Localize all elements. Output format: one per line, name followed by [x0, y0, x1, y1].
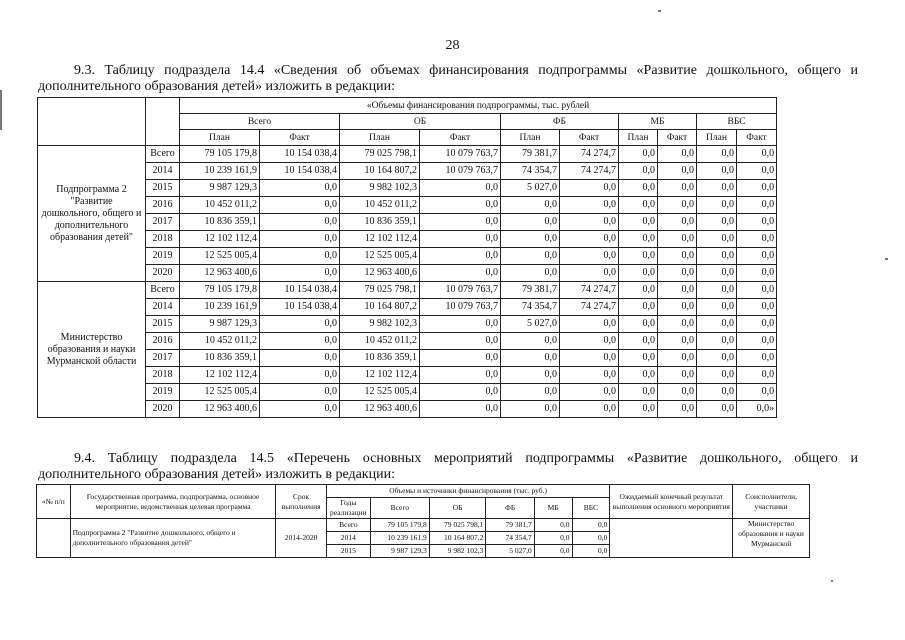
table1-value-cell: 10 836 359,1 [180, 350, 260, 367]
table1-value-cell: 0,0 [420, 384, 501, 401]
table1-subheader: Факт [420, 130, 501, 146]
total-cell: 9 987 129,3 [370, 545, 429, 558]
col-mb-header: МБ [534, 498, 572, 519]
table1-value-cell: 0,0 [697, 299, 737, 316]
table1-value-cell: 0,0 [737, 163, 777, 180]
table1-value-cell: 10 164 807,2 [340, 163, 420, 180]
table1-value-cell: 0,0 [619, 197, 658, 214]
table1-value-cell: 0,0 [658, 163, 697, 180]
ob-cell: 79 025 798,1 [429, 519, 486, 532]
table1-year-cell: 2016 [146, 333, 180, 350]
table1-subheader: Факт [260, 130, 340, 146]
table1-value-cell: 10 239 161,9 [180, 163, 260, 180]
table1-subheader: Факт [737, 130, 777, 146]
table1-value-cell: 79 381,7 [501, 282, 560, 299]
ob-cell: 10 164 807,2 [429, 532, 486, 545]
table1-value-cell: 10 164 807,2 [340, 299, 420, 316]
year-cell: 2014 [326, 532, 370, 545]
section-9-3-text: 9.3. Таблицу подраздела 14.4 «Сведения об объемах финансирования подпрограммы «Развитие дошкольного, общего и дополнительного образования детей» изложить в редакции: [38, 63, 858, 94]
table1-value-cell: 0,0 [619, 146, 658, 163]
table1-subheader: План [501, 130, 560, 146]
table1-value-cell: 0,0 [737, 180, 777, 197]
table1-row [38, 333, 777, 350]
table1-value-cell: 10 836 359,1 [340, 214, 420, 231]
table1-value-cell: 0,0 [420, 316, 501, 333]
table1-value-cell: 0,0 [260, 197, 340, 214]
table1-value-cell: 0,0 [560, 316, 619, 333]
financing-table [37, 97, 777, 418]
table1-value-cell: 0,0 [737, 350, 777, 367]
scan-speck [885, 258, 888, 260]
table1-group-header: ФБ [501, 114, 619, 130]
table1-value-cell: 0,0 [697, 282, 737, 299]
table1-title: «Объемы финансирования подпрограммы, тыс. рублей [180, 98, 777, 114]
table1-value-cell: 0,0 [697, 180, 737, 197]
scan-edge-mark [0, 90, 2, 130]
table1-value-cell: 0,0 [737, 248, 777, 265]
table1-value-cell: 0,0 [737, 197, 777, 214]
table1-value-cell: 0,0 [619, 350, 658, 367]
table1-value-cell: 0,0 [501, 248, 560, 265]
term-value: 2014-2020 [276, 519, 326, 558]
table1-value-cell: 0,0 [420, 333, 501, 350]
table1-value-cell: 0,0 [737, 333, 777, 350]
table1-value-cell: 0,0 [658, 231, 697, 248]
table1-value-cell: 0,0 [420, 248, 501, 265]
table1-value-cell: 0,0 [658, 265, 697, 282]
table1-value-cell: 0,0 [420, 214, 501, 231]
table1-value-cell: 0,0 [560, 197, 619, 214]
table1-year-cell: 2020 [146, 401, 180, 418]
total-cell: 10 239 161,9 [370, 532, 429, 545]
section-9-4-text: 9.4. Таблицу подраздела 14.5 «Перечень основных мероприятий подпрограммы «Развитие дошкольного, общего и дополнительного образования детей» изложить в редакции: [38, 451, 858, 482]
table1-value-cell: 0,0 [658, 146, 697, 163]
table1-value-cell: 0,0 [737, 367, 777, 384]
table1-group-header: ВБС [697, 114, 777, 130]
table1-value-cell: 0,0 [501, 384, 560, 401]
fb-cell: 74 354,7 [486, 532, 534, 545]
program-label: Подпрограмма 2 "Развитие дошкольного, общего и дополнительного образования детей" [70, 519, 276, 558]
table1-row [38, 350, 777, 367]
table1-value-cell: 12 102 112,4 [340, 367, 420, 384]
table1-year-cell: 2014 [146, 299, 180, 316]
table1-value-cell: 0,0 [560, 350, 619, 367]
table1-value-cell: 74 274,7 [560, 146, 619, 163]
table1-value-cell: 0,0 [420, 197, 501, 214]
table1-subheader: Факт [658, 130, 697, 146]
table1-value-cell: 10 836 359,1 [340, 350, 420, 367]
table1-value-cell: 0,0 [560, 180, 619, 197]
table1-value-cell: 9 987 129,3 [180, 316, 260, 333]
table1-value-cell: 9 982 102,3 [340, 316, 420, 333]
table1-row [38, 163, 777, 180]
table1-year-cell: 2017 [146, 350, 180, 367]
table1-value-cell: 0,0 [619, 214, 658, 231]
table1-value-cell: 0,0 [737, 384, 777, 401]
table1-value-cell: 0,0 [697, 333, 737, 350]
table1-value-cell: 0,0 [658, 333, 697, 350]
col-result-header: Ожидаемый конечный результат выполнения основного мероприятия [610, 485, 733, 519]
table1-value-cell: 12 963 400,6 [340, 401, 420, 418]
table1-year-cell: 2014 [146, 163, 180, 180]
activities-table [36, 484, 810, 558]
table1-value-cell: 12 102 112,4 [340, 231, 420, 248]
table1-value-cell: 0,0 [560, 231, 619, 248]
table1-value-cell: 0,0 [658, 401, 697, 418]
table1-value-cell: 0,0 [420, 265, 501, 282]
table1-value-cell: 0,0 [697, 367, 737, 384]
table1-value-cell: 0,0 [260, 180, 340, 197]
table1-value-cell: 0,0 [420, 231, 501, 248]
table1-value-cell: 12 102 112,4 [180, 231, 260, 248]
table1-value-cell: 0,0 [560, 333, 619, 350]
col-program-header: Государственная программа, подпрограмма, основное мероприятие, ведомственная целевая программа [70, 485, 276, 519]
table1-row [38, 214, 777, 231]
table1-year-cell: 2018 [146, 367, 180, 384]
table1-value-cell: 0,0 [658, 180, 697, 197]
table1-value-cell: 12 525 005,4 [340, 248, 420, 265]
table1-value-cell: 79 105 179,8 [180, 282, 260, 299]
table1-value-cell: 12 525 005,4 [340, 384, 420, 401]
table1-row [38, 384, 777, 401]
col-ob-header: ОБ [429, 498, 486, 519]
table1-year-cell: 2015 [146, 316, 180, 333]
table1-year-cell: 2020 [146, 265, 180, 282]
table1-value-cell: 0,0 [737, 231, 777, 248]
mb-cell: 0,0 [534, 545, 572, 558]
table1-year-cell: 2019 [146, 248, 180, 265]
scan-speck [831, 580, 833, 582]
table1-value-cell: 0,0 [260, 350, 340, 367]
table1-year-cell: Всего [146, 282, 180, 299]
table1-value-cell: 0,0 [560, 367, 619, 384]
table1-year-cell: Всего [146, 146, 180, 163]
table1-value-cell: 0,0 [619, 316, 658, 333]
table1-value-cell: 0,0 [658, 350, 697, 367]
table1-value-cell: 0,0 [260, 367, 340, 384]
col-num-header: «№ п/п [37, 485, 71, 519]
table1-value-cell: 0,0 [697, 163, 737, 180]
table1-value-cell: 0,0 [697, 146, 737, 163]
table1-value-cell: 0,0 [658, 282, 697, 299]
table1-row [38, 231, 777, 248]
table1-row-group-label: Подпрограмма 2 "Развитие дошкольного, общего и дополнительного образования детей" [38, 146, 146, 282]
table1-value-cell: 0,0 [737, 282, 777, 299]
table1-value-cell: 12 525 005,4 [180, 384, 260, 401]
table1-value-cell: 0,0 [619, 265, 658, 282]
table1-value-cell: 0,0 [260, 248, 340, 265]
table1-value-cell: 0,0 [619, 231, 658, 248]
col-vbs-header: ВБС [572, 498, 610, 519]
table1-value-cell: 0,0 [420, 401, 501, 418]
table1-value-cell: 0,0 [658, 384, 697, 401]
table1-value-cell: 0,0 [260, 333, 340, 350]
vbs-cell: 0,0 [572, 532, 610, 545]
table1-value-cell: 0,0 [658, 367, 697, 384]
table1-value-cell: 0,0 [619, 367, 658, 384]
table1-subheader: План [697, 130, 737, 146]
table1-value-cell: 10 154 038,4 [260, 146, 340, 163]
table1-value-cell: 5 027,0 [501, 316, 560, 333]
table1-value-cell: 0,0 [658, 248, 697, 265]
col-funding-header: Объемы и источники финансирования (тыс. руб.) [326, 485, 610, 498]
table1-value-cell: 10 079 763,7 [420, 163, 501, 180]
table1-subheader: План [180, 130, 260, 146]
table1-value-cell: 79 025 798,1 [340, 146, 420, 163]
table1-value-cell: 10 452 011,2 [340, 197, 420, 214]
ob-cell: 9 982 102,3 [429, 545, 486, 558]
table1-value-cell: 0,0 [560, 214, 619, 231]
table1-value-cell: 0,0 [501, 265, 560, 282]
table1-value-cell: 5 027,0 [501, 180, 560, 197]
vbs-cell: 0,0 [572, 519, 610, 532]
table1-value-cell: 9 982 102,3 [340, 180, 420, 197]
executor-cell: Министерство образования и науки Мурманской [733, 519, 810, 558]
table1-value-cell: 0,0 [697, 214, 737, 231]
table1-row [38, 367, 777, 384]
table1-subheader: План [619, 130, 658, 146]
total-cell: 79 105 179,8 [370, 519, 429, 532]
table1-subheader: Факт [560, 130, 619, 146]
table1-row [38, 197, 777, 214]
table1-row [38, 316, 777, 333]
table1-year-cell: 2016 [146, 197, 180, 214]
col-years-header: Годы реализации [326, 498, 370, 519]
table1-row [38, 299, 777, 316]
table1-row-group-label: Министерство образования и науки Мурманской области [38, 282, 146, 418]
table1-value-cell: 0,0 [737, 265, 777, 282]
table1-value-cell: 10 079 763,7 [420, 299, 501, 316]
col-exec-header: Соисполнители, участники [733, 485, 810, 519]
table1-value-cell: 0,0 [619, 163, 658, 180]
table1-value-cell: 0,0 [658, 214, 697, 231]
vbs-cell: 0,0 [572, 545, 610, 558]
mb-cell: 0,0 [534, 519, 572, 532]
table1-group-header: МБ [619, 114, 697, 130]
table1-value-cell: 0,0 [420, 180, 501, 197]
table1-value-cell: 0,0 [560, 401, 619, 418]
table1-value-cell: 0,0 [697, 265, 737, 282]
table1-value-cell: 0,0 [697, 350, 737, 367]
col-term-header: Срок выполнения [276, 485, 326, 519]
table1-row [38, 180, 777, 197]
table1-value-cell: 74 274,7 [560, 299, 619, 316]
table1-value-cell: 0,0 [737, 316, 777, 333]
table1-group-header: Всего [180, 114, 340, 130]
table1-value-cell: 0,0 [260, 214, 340, 231]
table1-value-cell: 0,0 [260, 231, 340, 248]
table1-value-cell: 0,0 [260, 265, 340, 282]
table1-value-cell: 0,0 [697, 316, 737, 333]
table1-row [38, 401, 777, 418]
table1-value-cell: 12 963 400,6 [180, 401, 260, 418]
table1-value-cell: 10 079 763,7 [420, 146, 501, 163]
table1-value-cell: 9 987 129,3 [180, 180, 260, 197]
table1-value-cell: 0,0 [619, 384, 658, 401]
table1-value-cell: 0,0 [697, 231, 737, 248]
table1-value-cell: 0,0 [420, 367, 501, 384]
table1-group-header: ОБ [340, 114, 501, 130]
scan-speck [658, 10, 661, 12]
table1-value-cell: 0,0 [697, 384, 737, 401]
table1-value-cell: 0,0 [737, 214, 777, 231]
table1-value-cell: 0,0 [260, 384, 340, 401]
table1-year-cell: 2017 [146, 214, 180, 231]
table1-value-cell: 12 102 112,4 [180, 367, 260, 384]
table1-value-cell: 0,0 [658, 299, 697, 316]
table1-value-cell: 0,0 [658, 316, 697, 333]
table1-value-cell: 0,0 [619, 401, 658, 418]
table1-value-cell: 0,0 [501, 367, 560, 384]
table1-row [38, 146, 777, 163]
table1-value-cell: 0,0 [619, 248, 658, 265]
table1-value-cell: 12 963 400,6 [180, 265, 260, 282]
page-number: 28 [445, 38, 460, 53]
table1-value-cell: 10 154 038,4 [260, 163, 340, 180]
table1-value-cell: 0,0 [501, 214, 560, 231]
table1-value-cell: 0,0 [501, 231, 560, 248]
table1-row [38, 265, 777, 282]
table1-value-cell: 0,0 [619, 180, 658, 197]
table1-value-cell: 0,0 [260, 316, 340, 333]
table1-value-cell: 74 354,7 [501, 299, 560, 316]
row-number-cell [37, 519, 71, 558]
table1-value-cell: 0,0 [697, 248, 737, 265]
mb-cell: 0,0 [534, 532, 572, 545]
table1-value-cell: 0,0 [420, 350, 501, 367]
table1-value-cell: 0,0 [658, 197, 697, 214]
table1-value-cell: 0,0 [619, 333, 658, 350]
table1-value-cell: 10 239 161,9 [180, 299, 260, 316]
table1-value-cell: 79 105 179,8 [180, 146, 260, 163]
table1-year-cell: 2015 [146, 180, 180, 197]
result-cell [610, 519, 733, 558]
table1-value-cell: 0,0» [737, 401, 777, 418]
fb-cell: 5 027,0 [486, 545, 534, 558]
table1-value-cell: 74 354,7 [501, 163, 560, 180]
col-total-header: Всего [370, 498, 429, 519]
table1-value-cell: 0,0 [260, 401, 340, 418]
table1-value-cell: 79 381,7 [501, 146, 560, 163]
table1-value-cell: 0,0 [560, 265, 619, 282]
table1-value-cell: 10 154 038,4 [260, 282, 340, 299]
table1-value-cell: 10 452 011,2 [180, 333, 260, 350]
table1-row [38, 282, 777, 299]
table1-value-cell: 0,0 [619, 299, 658, 316]
table1-value-cell: 10 079 763,7 [420, 282, 501, 299]
table1-value-cell: 0,0 [501, 350, 560, 367]
col-fb-header: ФБ [486, 498, 534, 519]
table1-value-cell: 0,0 [737, 146, 777, 163]
table1-corner-cell [146, 98, 180, 146]
table1-value-cell: 10 452 011,2 [340, 333, 420, 350]
table1-value-cell: 74 274,7 [560, 282, 619, 299]
table1-value-cell: 10 452 011,2 [180, 197, 260, 214]
table1-value-cell: 0,0 [560, 248, 619, 265]
table1-value-cell: 0,0 [697, 401, 737, 418]
table1-subheader: План [340, 130, 420, 146]
table1-value-cell: 0,0 [737, 299, 777, 316]
table1-year-cell: 2018 [146, 231, 180, 248]
table1-value-cell: 0,0 [501, 333, 560, 350]
table1-year-cell: 2019 [146, 384, 180, 401]
table1-value-cell: 0,0 [560, 384, 619, 401]
table1-corner-cell [38, 98, 146, 146]
table1-value-cell: 10 836 359,1 [180, 214, 260, 231]
table1-value-cell: 0,0 [501, 401, 560, 418]
table1-value-cell: 12 525 005,4 [180, 248, 260, 265]
table1-value-cell: 0,0 [501, 197, 560, 214]
table1-value-cell: 10 154 038,4 [260, 299, 340, 316]
year-cell: 2015 [326, 545, 370, 558]
fb-cell: 79 381,7 [486, 519, 534, 532]
table1-value-cell: 74 274,7 [560, 163, 619, 180]
table1-value-cell: 79 025 798,1 [340, 282, 420, 299]
year-cell: Всего [326, 519, 370, 532]
table1-value-cell: 0,0 [697, 197, 737, 214]
table1-value-cell: 12 963 400,6 [340, 265, 420, 282]
table1-row [38, 248, 777, 265]
table1-value-cell: 0,0 [619, 282, 658, 299]
